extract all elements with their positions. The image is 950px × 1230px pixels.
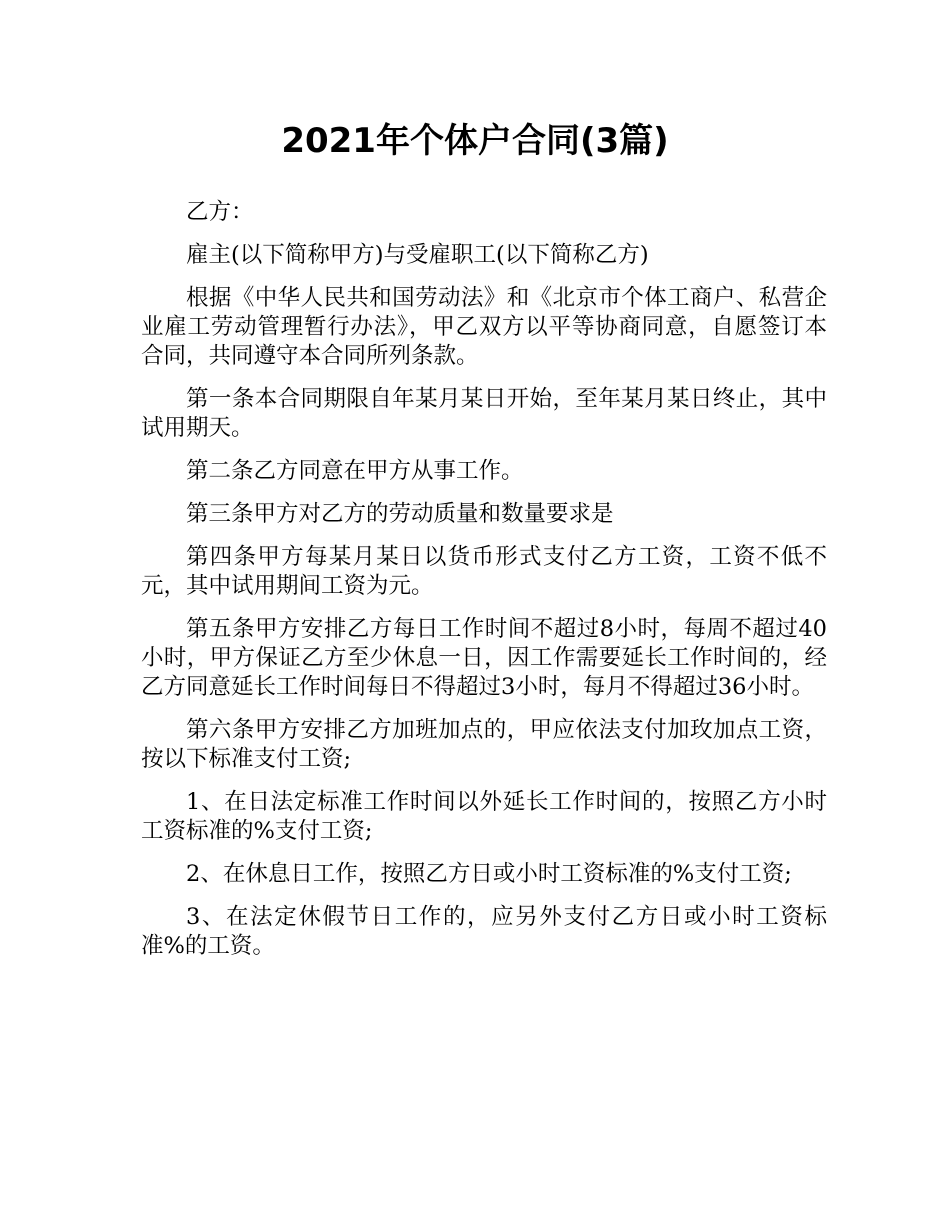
paragraph-article-3: 第三条甲方对乙方的劳动质量和数量要求是: [186, 501, 614, 527]
document-title: 2021年个体户合同(3篇): [281, 121, 669, 161]
paragraph-article-2: 第二条乙方同意在甲方从事工作。: [186, 458, 524, 484]
paragraph-item-2: 2、在休息日工作，按照乙方日或小时工资标准的%支付工资;: [186, 861, 792, 887]
paragraph-preamble: 根据《中华人民共和国劳动法》和《北京市个体工商户、私营企业雇工劳动管理暂行办法》，甲乙双方以平等协商同意，自愿签订本合同，共同遵守本合同所列条款。: [141, 285, 827, 369]
paragraph-party-b: 乙方：: [186, 199, 254, 225]
paragraph-article-6: 第六条甲方安排乙方加班加点的，甲应依法支付加玫加点工资，按以下标准支付工资;: [141, 717, 827, 772]
paragraph-article-4: 第四条甲方每某月某日以货币形式支付乙方工资，工资不低不元，其中试用期间工资为元。: [141, 544, 827, 599]
paragraph-article-5: 第五条甲方安排乙方每日工作时间不超过8小时，每周不超过40小时，甲方保证乙方至少休息一日，因工作需要延长工作时间的，经乙方同意延长工作时间每日不得超过3小时，每月不得超过36小时。: [141, 616, 827, 700]
paragraph-item-3: 3、在法定休假节日工作的，应另外支付乙方日或小时工资标准%的工资。: [141, 904, 827, 959]
document-body: [141, 198, 827, 975]
paragraph-article-1: 第一条本合同期限自年某月某日开始，至年某月某日终止，其中试用期天。: [141, 386, 827, 441]
paragraph-parties: 雇主(以下简称甲方)与受雇职工(以下简称乙方): [186, 242, 649, 268]
paragraph-item-1: 1、在日法定标准工作时间以外延长工作时间的，按照乙方小时工资标准的%支付工资;: [141, 789, 827, 844]
